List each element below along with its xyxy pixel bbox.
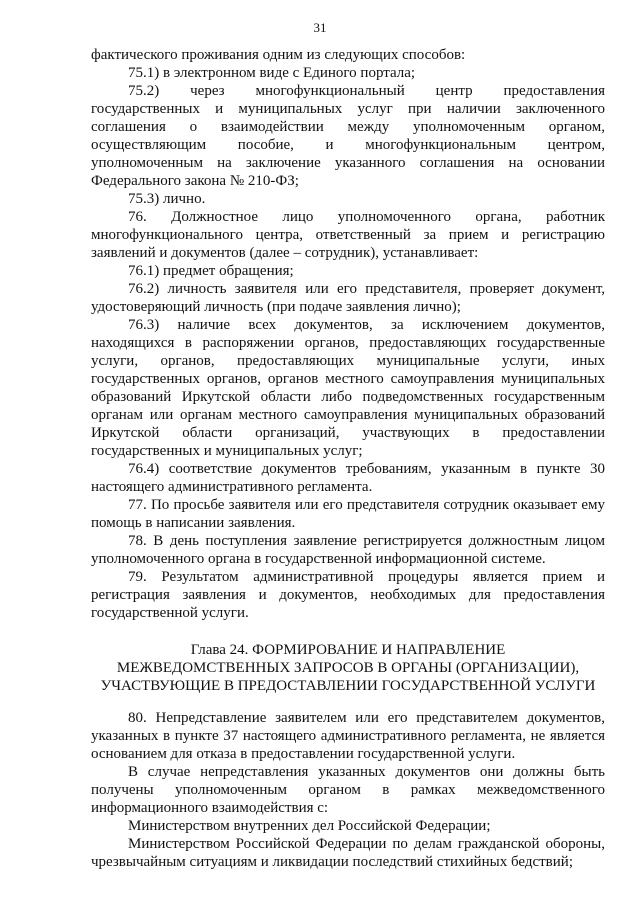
paragraph: 75.3) лично. bbox=[128, 191, 206, 207]
paragraph: 80. Непредставление заявителем или его представителем документов, указанных в пункте 37 настоящего административного регламента, не является основанием для отказа в предоставлении государственной услуги. bbox=[91, 710, 605, 762]
paragraph: 76.4) соответствие документов требованиям, указанным в пункте 30 настоящего административного регламента. bbox=[91, 461, 605, 495]
paragraph: 75.1) в электронном виде с Единого портала; bbox=[128, 65, 416, 81]
paragraph: 76.2) личность заявителя или его представителя, проверяет документ, удостоверяющий личность (при подаче заявления лично); bbox=[91, 281, 605, 315]
paragraph: Министерством внутренних дел Российской Федерации; bbox=[128, 818, 491, 834]
paragraph: 76. Должностное лицо уполномоченного органа, работник многофункционального центра, ответственный за прием и регистрацию заявлений и документов (далее – сотрудник), устанавливает: bbox=[91, 209, 605, 261]
paragraph-block-interagency bbox=[91, 709, 605, 871]
paragraph: 78. В день поступления заявление регистрируется должностным лицом уполномоченного органа в государственной информационной системе. bbox=[91, 533, 605, 567]
paragraph: 76.1) предмет обращения; bbox=[128, 263, 294, 279]
paragraph: 79. Результатом административной процедуры является прием и регистрация заявления и документов, необходимых для предоставления государственной услуги. bbox=[91, 569, 605, 621]
paragraph: 75.2) через многофункциональный центр предоставления государственных и муниципальных услуг при наличии заключенного соглашения о взаимодействии между уполномоченным органом, осуществляющим пособие, и многофункциональным центром, уполномоченным на заключение указанного соглашения на основании Федерального закона № 210-ФЗ; bbox=[91, 83, 605, 189]
chapter-heading-line: Глава 24. ФОРМИРОВАНИЕ И НАПРАВЛЕНИЕ bbox=[190, 642, 506, 658]
paragraph: Министерством Российской Федерации по делам гражданской обороны, чрезвычайным ситуациям и ликвидации последствий стихийных бедствий; bbox=[91, 836, 605, 870]
paragraph: 76.3) наличие всех документов, за исключением документов, находящихся в распоряжении органов, предоставляющих государственные услуги, органов, предоставляющих муниципальные услуги, иных государственных органов, органов местного самоуправления муниципальных образований Иркутской области либо подведомственных государственным органам или органам местного самоуправления муниципальных образований Иркутской области организаций, участвующих в предоставлении государственных и муниципальных услуг; bbox=[91, 317, 605, 459]
paragraph: В случае непредставления указанных документов они должны быть получены уполномоченным органом в рамках межведомственного информационного взаимодействия с: bbox=[91, 764, 605, 816]
chapter-heading-line: МЕЖВЕДОМСТВЕННЫХ ЗАПРОСОВ В ОРГАНЫ (ОРГАНИЗАЦИИ), bbox=[116, 660, 580, 676]
paragraph: фактического проживания одним из следующих способов: bbox=[91, 47, 466, 63]
page-number: 31 bbox=[313, 20, 327, 35]
chapter-heading bbox=[91, 641, 605, 695]
paragraph: 77. По просьбе заявителя или его представителя сотрудник оказывает ему помощь в написании заявления. bbox=[91, 497, 605, 531]
paragraph-block-procedure bbox=[91, 46, 605, 622]
document-body bbox=[91, 46, 605, 871]
chapter-heading-line: УЧАСТВУЮЩИЕ В ПРЕДОСТАВЛЕНИИ ГОСУДАРСТВЕННОЙ УСЛУГИ bbox=[100, 678, 596, 694]
